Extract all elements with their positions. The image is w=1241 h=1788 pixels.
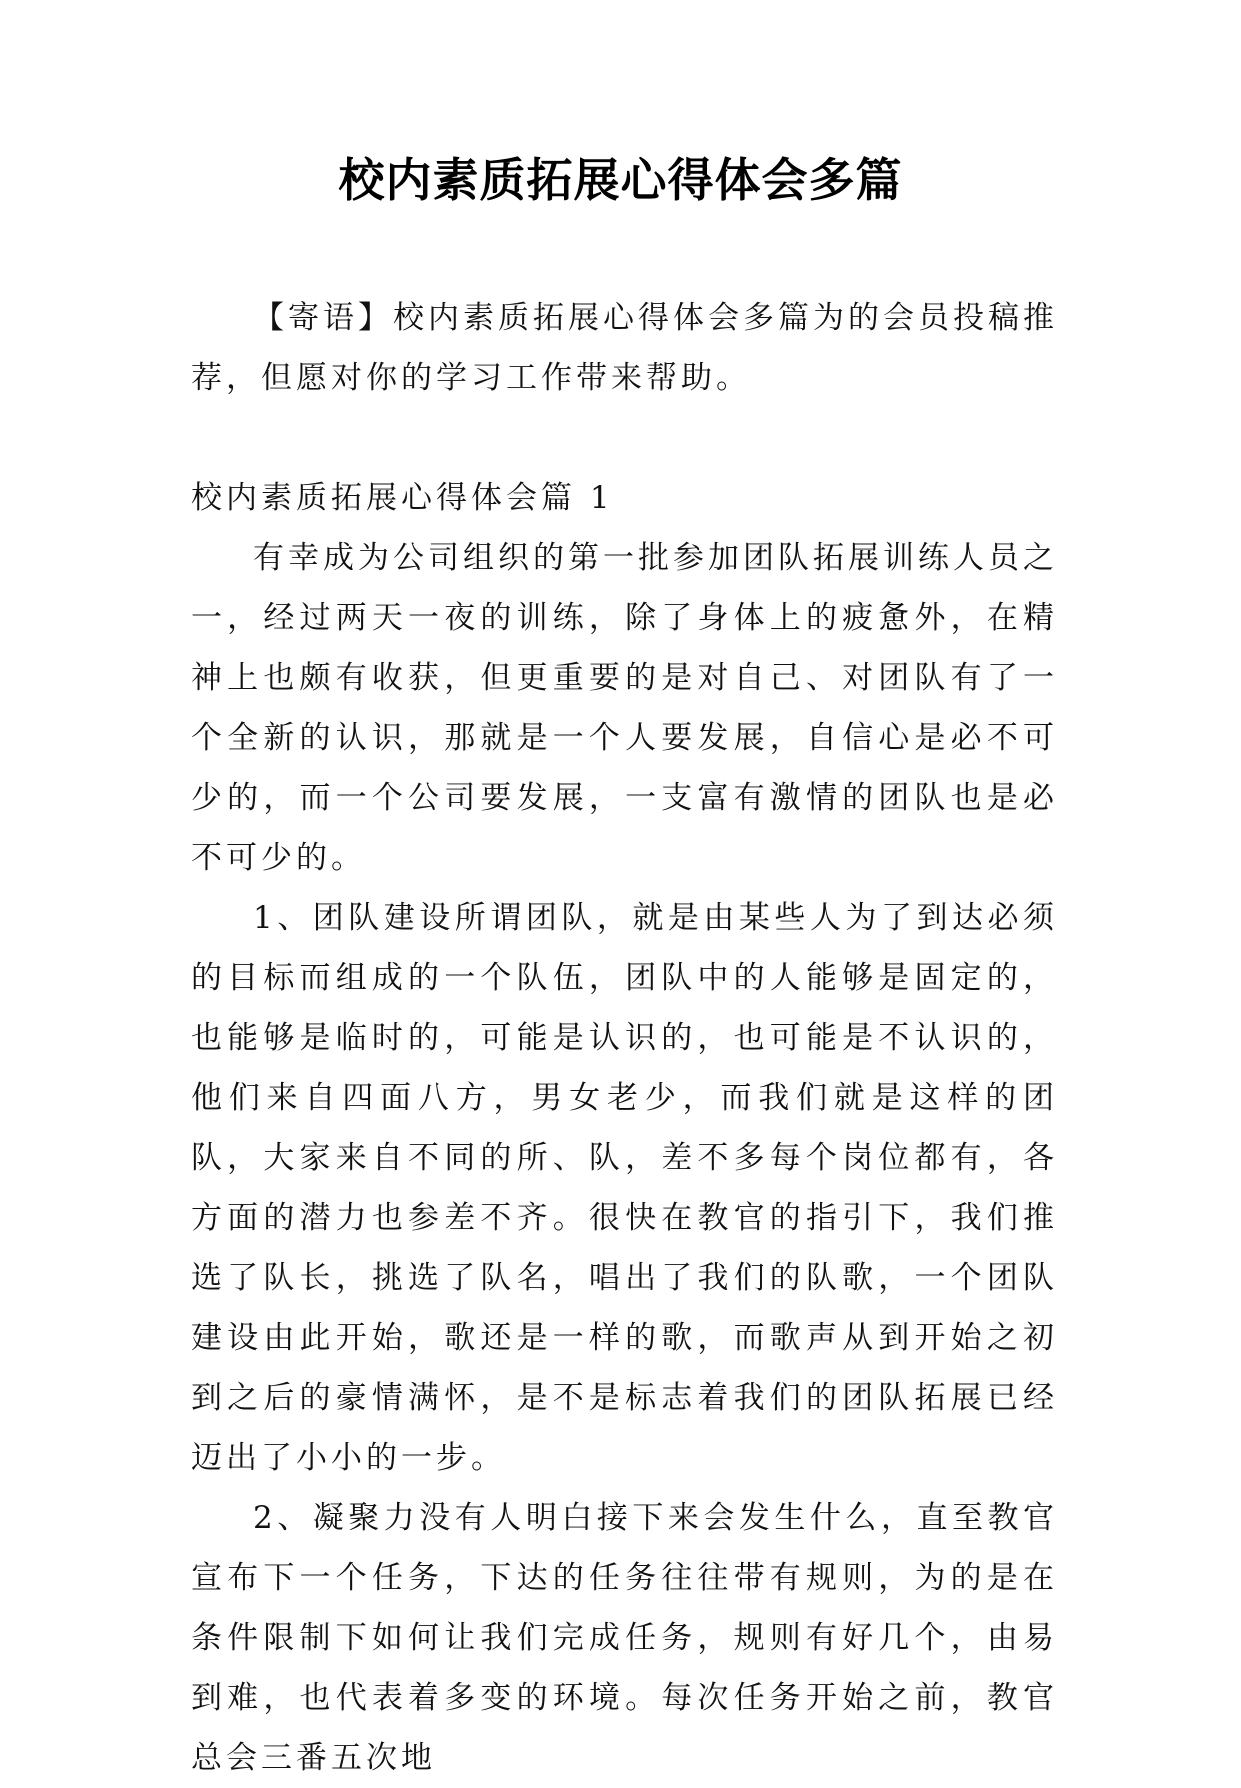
document-body	[191, 288, 1058, 1788]
section-heading: 校内素质拓展心得体会篇 1	[191, 480, 614, 516]
body-paragraph-1: 有幸成为公司组织的第一批参加团队拓展训练人员之一，经过两天一夜的训练，除了身体上的疲惫外，在精神上也颇有收获，但更重要的是对自己、对团队有了一个全新的认识，那就是一个人要发展，自信心是必不可少的，而一个公司要发展，一支富有激情的团队也是必不可少的。	[191, 540, 1058, 876]
body-paragraph-2: 1、团队建设所谓团队，就是由某些人为了到达必须的目标而组成的一个队伍，团队中的人能够是固定的，也能够是临时的，可能是认识的，也可能是不认识的，他们来自四面八方，男女老少，而我们就是这样的团队，大家来自不同的所、队，差不多每个岗位都有，各方面的潜力也参差不齐。很快在教官的指引下，我们推选了队长，挑选了队名，唱出了我们的队歌，一个团队建设由此开始，歌还是一样的歌，而歌声从到开始之初到之后的豪情满怀，是不是标志着我们的团队拓展已经迈出了小小的一步。	[191, 900, 1058, 1476]
intro-paragraph: 【寄语】校内素质拓展心得体会多篇为的会员投稿推荐，但愿对你的学习工作带来帮助。	[191, 300, 1058, 396]
document-title: 校内素质拓展心得体会多篇	[338, 153, 903, 207]
body-paragraph-3: 2、凝聚力没有人明白接下来会发生什么，直至教官宣布下一个任务，下达的任务往往带有规则，为的是在条件限制下如何让我们完成任务，规则有好几个，由易到难，也代表着多变的环境。每次任务开始之前，教官总会三番五次地	[191, 1500, 1058, 1776]
